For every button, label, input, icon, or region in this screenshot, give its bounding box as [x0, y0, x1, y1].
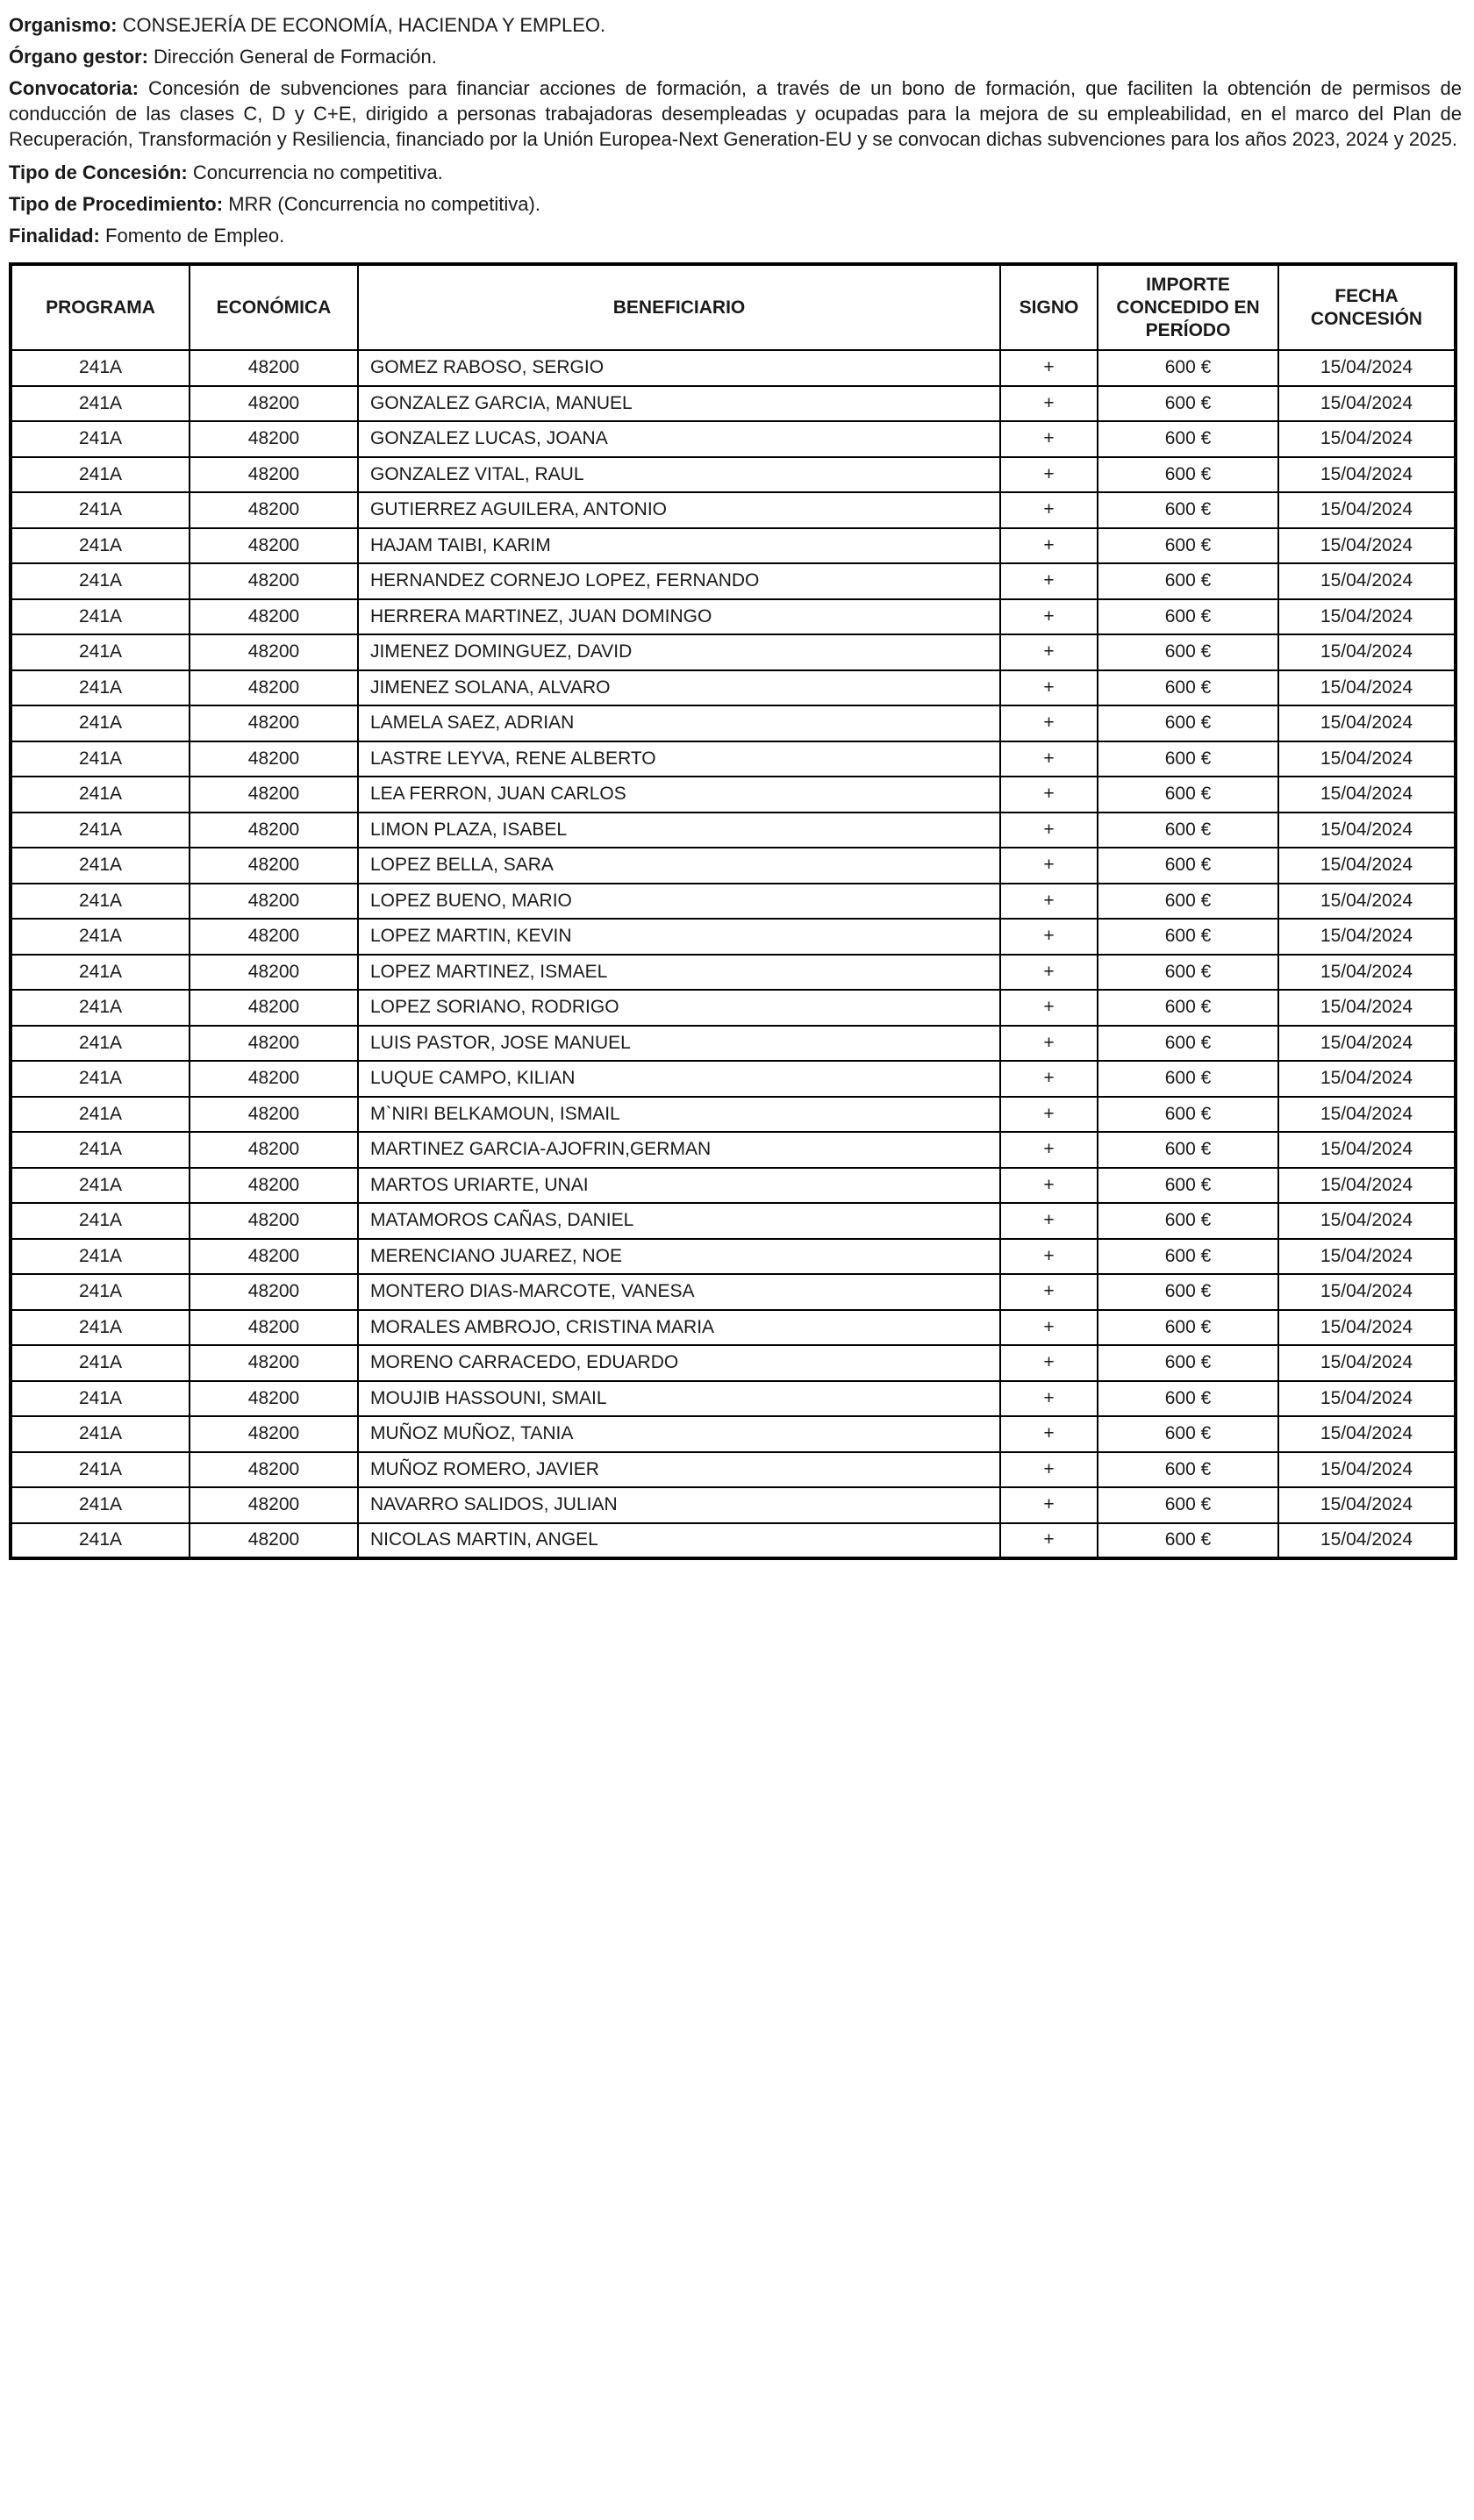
cell-programa: 241A: [11, 741, 190, 777]
cell-signo: +: [1000, 884, 1098, 920]
cell-programa: 241A: [11, 350, 190, 386]
cell-fecha: 15/04/2024: [1278, 1132, 1456, 1168]
column-header-fecha: FECHA CONCESIÓN: [1278, 264, 1456, 350]
cell-signo: +: [1000, 386, 1098, 422]
cell-fecha: 15/04/2024: [1278, 1061, 1456, 1097]
cell-signo: +: [1000, 1097, 1098, 1133]
field-convocatoria-text: Concesión de subvenciones para financiar acciones de formación, a través de un bono de formación, que faciliten la obtención de permisos de conducción de las clases C, D y C+E, dirigido a personas trabajadoras desempleadas y ocupadas para la mejora de su empleabilidad, en el marco del Plan de Recuperación, Transformación y Resiliencia, financiado por la Unión Europea-Next Generation-EU y se convocan dichas subvenciones para los años 2023, 2024 y 2025.: [9, 77, 1462, 150]
cell-importe: 600 €: [1098, 1239, 1278, 1275]
table-row: [11, 350, 1456, 386]
cell-beneficiario: NICOLAS MARTIN, ANGEL: [358, 1523, 1000, 1559]
cell-beneficiario: LOPEZ SORIANO, RODRIGO: [358, 990, 1000, 1026]
cell-economica: 48200: [190, 1274, 358, 1310]
field-convocatoria-label: Convocatoria:: [9, 77, 139, 99]
table-row: [11, 1026, 1456, 1062]
cell-signo: +: [1000, 670, 1098, 706]
cell-economica: 48200: [190, 1310, 358, 1346]
cell-beneficiario: MARTINEZ GARCIA-AJOFRIN,GERMAN: [358, 1132, 1000, 1168]
cell-fecha: 15/04/2024: [1278, 634, 1456, 670]
cell-importe: 600 €: [1098, 1168, 1278, 1204]
cell-economica: 48200: [190, 492, 358, 528]
cell-economica: 48200: [190, 1203, 358, 1239]
cell-programa: 241A: [11, 1061, 190, 1097]
cell-economica: 48200: [190, 1487, 358, 1523]
cell-fecha: 15/04/2024: [1278, 386, 1456, 422]
cell-economica: 48200: [190, 1097, 358, 1133]
cell-signo: +: [1000, 1345, 1098, 1381]
cell-signo: +: [1000, 492, 1098, 528]
table-row: [11, 1239, 1456, 1275]
cell-beneficiario: MOUJIB HASSOUNI, SMAIL: [358, 1381, 1000, 1417]
cell-fecha: 15/04/2024: [1278, 705, 1456, 741]
cell-signo: +: [1000, 705, 1098, 741]
cell-beneficiario: MORALES AMBROJO, CRISTINA MARIA: [358, 1310, 1000, 1346]
cell-fecha: 15/04/2024: [1278, 884, 1456, 920]
cell-economica: 48200: [190, 528, 358, 564]
cell-economica: 48200: [190, 1416, 358, 1452]
cell-programa: 241A: [11, 1274, 190, 1310]
table-row: [11, 919, 1456, 955]
cell-importe: 600 €: [1098, 421, 1278, 457]
cell-programa: 241A: [11, 1381, 190, 1417]
cell-beneficiario: MUÑOZ MUÑOZ, TANIA: [358, 1416, 1000, 1452]
cell-fecha: 15/04/2024: [1278, 990, 1456, 1026]
cell-beneficiario: HERRERA MARTINEZ, JUAN DOMINGO: [358, 599, 1000, 635]
cell-economica: 48200: [190, 350, 358, 386]
cell-economica: 48200: [190, 1239, 358, 1275]
field-tipo-procedimiento-label: Tipo de Procedimiento:: [9, 193, 224, 215]
cell-programa: 241A: [11, 990, 190, 1026]
cell-economica: 48200: [190, 955, 358, 991]
cell-fecha: 15/04/2024: [1278, 1523, 1456, 1559]
table-row: [11, 599, 1456, 635]
field-convocatoria: [9, 75, 1462, 152]
cell-importe: 600 €: [1098, 705, 1278, 741]
column-header-economica: ECONÓMICA: [190, 264, 358, 350]
cell-signo: +: [1000, 421, 1098, 457]
cell-programa: 241A: [11, 386, 190, 422]
cell-fecha: 15/04/2024: [1278, 1381, 1456, 1417]
cell-fecha: 15/04/2024: [1278, 1203, 1456, 1239]
table-row: [11, 1132, 1456, 1168]
cell-importe: 600 €: [1098, 599, 1278, 635]
cell-signo: +: [1000, 350, 1098, 386]
cell-beneficiario: GOMEZ RABOSO, SERGIO: [358, 350, 1000, 386]
cell-economica: 48200: [190, 1132, 358, 1168]
cell-economica: 48200: [190, 1345, 358, 1381]
cell-importe: 600 €: [1098, 1310, 1278, 1346]
table-row: [11, 955, 1456, 991]
cell-beneficiario: M`NIRI BELKAMOUN, ISMAIL: [358, 1097, 1000, 1133]
table-row: [11, 1345, 1456, 1381]
cell-programa: 241A: [11, 599, 190, 635]
cell-programa: 241A: [11, 563, 190, 599]
cell-signo: +: [1000, 990, 1098, 1026]
cell-programa: 241A: [11, 670, 190, 706]
cell-beneficiario: JIMENEZ DOMINGUEZ, DAVID: [358, 634, 1000, 670]
field-finalidad-text: Fomento de Empleo.: [105, 225, 285, 247]
cell-fecha: 15/04/2024: [1278, 1310, 1456, 1346]
table-row: [11, 1416, 1456, 1452]
cell-economica: 48200: [190, 670, 358, 706]
table-row: [11, 563, 1456, 599]
cell-economica: 48200: [190, 421, 358, 457]
cell-beneficiario: LOPEZ BELLA, SARA: [358, 848, 1000, 884]
cell-beneficiario: MATAMOROS CAÑAS, DANIEL: [358, 1203, 1000, 1239]
cell-beneficiario: LIMON PLAZA, ISABEL: [358, 813, 1000, 848]
cell-programa: 241A: [11, 777, 190, 813]
field-organo-gestor-label: Órgano gestor:: [9, 46, 148, 68]
table-row: [11, 1523, 1456, 1559]
cell-signo: +: [1000, 848, 1098, 884]
table-row: [11, 1452, 1456, 1488]
cell-importe: 600 €: [1098, 457, 1278, 493]
grants-table: [9, 262, 1457, 1560]
cell-beneficiario: JIMENEZ SOLANA, ALVARO: [358, 670, 1000, 706]
cell-economica: 48200: [190, 705, 358, 741]
cell-fecha: 15/04/2024: [1278, 1274, 1456, 1310]
cell-economica: 48200: [190, 563, 358, 599]
cell-importe: 600 €: [1098, 1523, 1278, 1559]
table-row: [11, 1274, 1456, 1310]
cell-programa: 241A: [11, 1452, 190, 1488]
table-row: [11, 741, 1456, 777]
cell-economica: 48200: [190, 386, 358, 422]
cell-fecha: 15/04/2024: [1278, 1168, 1456, 1204]
field-tipo-concesion-text: Concurrencia no competitiva.: [192, 161, 443, 183]
cell-importe: 600 €: [1098, 777, 1278, 813]
cell-signo: +: [1000, 599, 1098, 635]
table-row: [11, 990, 1456, 1026]
cell-fecha: 15/04/2024: [1278, 777, 1456, 813]
table-row: [11, 1381, 1456, 1417]
cell-programa: 241A: [11, 492, 190, 528]
cell-beneficiario: MORENO CARRACEDO, EDUARDO: [358, 1345, 1000, 1381]
cell-programa: 241A: [11, 1416, 190, 1452]
cell-fecha: 15/04/2024: [1278, 599, 1456, 635]
table-row: [11, 386, 1456, 422]
field-organo-gestor: [9, 44, 1462, 69]
cell-signo: +: [1000, 919, 1098, 955]
table-row: [11, 884, 1456, 920]
cell-importe: 600 €: [1098, 1026, 1278, 1062]
cell-economica: 48200: [190, 634, 358, 670]
cell-beneficiario: GONZALEZ LUCAS, JOANA: [358, 421, 1000, 457]
cell-signo: +: [1000, 1132, 1098, 1168]
cell-economica: 48200: [190, 919, 358, 955]
cell-signo: +: [1000, 1168, 1098, 1204]
cell-importe: 600 €: [1098, 884, 1278, 920]
cell-economica: 48200: [190, 777, 358, 813]
cell-programa: 241A: [11, 1132, 190, 1168]
cell-signo: +: [1000, 1310, 1098, 1346]
cell-fecha: 15/04/2024: [1278, 350, 1456, 386]
cell-beneficiario: GONZALEZ VITAL, RAUL: [358, 457, 1000, 493]
cell-importe: 600 €: [1098, 670, 1278, 706]
cell-beneficiario: LOPEZ BUENO, MARIO: [358, 884, 1000, 920]
table-row: [11, 777, 1456, 813]
cell-economica: 48200: [190, 848, 358, 884]
cell-economica: 48200: [190, 1168, 358, 1204]
grants-table-head: [11, 264, 1456, 350]
cell-signo: +: [1000, 741, 1098, 777]
cell-signo: +: [1000, 528, 1098, 564]
field-tipo-procedimiento: [9, 191, 1462, 217]
cell-programa: 241A: [11, 634, 190, 670]
cell-beneficiario: LEA FERRON, JUAN CARLOS: [358, 777, 1000, 813]
cell-beneficiario: LOPEZ MARTIN, KEVIN: [358, 919, 1000, 955]
cell-beneficiario: HAJAM TAIBI, KARIM: [358, 528, 1000, 564]
table-row: [11, 421, 1456, 457]
cell-economica: 48200: [190, 457, 358, 493]
field-tipo-procedimiento-text: MRR (Concurrencia no competitiva).: [228, 193, 540, 215]
cell-fecha: 15/04/2024: [1278, 1416, 1456, 1452]
cell-programa: 241A: [11, 421, 190, 457]
cell-importe: 600 €: [1098, 1416, 1278, 1452]
cell-programa: 241A: [11, 1203, 190, 1239]
cell-importe: 600 €: [1098, 919, 1278, 955]
cell-beneficiario: HERNANDEZ CORNEJO LOPEZ, FERNANDO: [358, 563, 1000, 599]
cell-fecha: 15/04/2024: [1278, 492, 1456, 528]
cell-signo: +: [1000, 634, 1098, 670]
cell-importe: 600 €: [1098, 1132, 1278, 1168]
cell-beneficiario: MONTERO DIAS-MARCOTE, VANESA: [358, 1274, 1000, 1310]
cell-beneficiario: LUIS PASTOR, JOSE MANUEL: [358, 1026, 1000, 1062]
field-organismo: [9, 12, 1462, 38]
cell-signo: +: [1000, 1203, 1098, 1239]
cell-economica: 48200: [190, 741, 358, 777]
cell-economica: 48200: [190, 599, 358, 635]
cell-fecha: 15/04/2024: [1278, 421, 1456, 457]
cell-signo: +: [1000, 1452, 1098, 1488]
cell-importe: 600 €: [1098, 848, 1278, 884]
cell-programa: 241A: [11, 1239, 190, 1275]
table-row: [11, 1310, 1456, 1346]
cell-economica: 48200: [190, 884, 358, 920]
cell-importe: 600 €: [1098, 1452, 1278, 1488]
cell-importe: 600 €: [1098, 492, 1278, 528]
cell-importe: 600 €: [1098, 563, 1278, 599]
table-row: [11, 1097, 1456, 1133]
cell-signo: +: [1000, 1061, 1098, 1097]
cell-fecha: 15/04/2024: [1278, 563, 1456, 599]
cell-programa: 241A: [11, 705, 190, 741]
field-finalidad: [9, 223, 1462, 248]
cell-importe: 600 €: [1098, 528, 1278, 564]
cell-fecha: 15/04/2024: [1278, 955, 1456, 991]
grants-table-body: [11, 350, 1456, 1558]
cell-programa: 241A: [11, 955, 190, 991]
cell-signo: +: [1000, 1381, 1098, 1417]
cell-importe: 600 €: [1098, 1203, 1278, 1239]
cell-beneficiario: MERENCIANO JUAREZ, NOE: [358, 1239, 1000, 1275]
cell-beneficiario: GONZALEZ GARCIA, MANUEL: [358, 386, 1000, 422]
cell-programa: 241A: [11, 1097, 190, 1133]
cell-importe: 600 €: [1098, 813, 1278, 848]
cell-beneficiario: LAMELA SAEZ, ADRIAN: [358, 705, 1000, 741]
cell-importe: 600 €: [1098, 386, 1278, 422]
cell-fecha: 15/04/2024: [1278, 741, 1456, 777]
cell-programa: 241A: [11, 1168, 190, 1204]
cell-signo: +: [1000, 1523, 1098, 1559]
table-row: [11, 1168, 1456, 1204]
table-row: [11, 457, 1456, 493]
cell-programa: 241A: [11, 528, 190, 564]
cell-programa: 241A: [11, 919, 190, 955]
cell-beneficiario: MARTOS URIARTE, UNAI: [358, 1168, 1000, 1204]
cell-importe: 600 €: [1098, 1274, 1278, 1310]
cell-signo: +: [1000, 1239, 1098, 1275]
cell-fecha: 15/04/2024: [1278, 848, 1456, 884]
cell-importe: 600 €: [1098, 741, 1278, 777]
field-finalidad-label: Finalidad:: [9, 225, 100, 247]
cell-economica: 48200: [190, 1026, 358, 1062]
cell-economica: 48200: [190, 813, 358, 848]
table-row: [11, 705, 1456, 741]
cell-fecha: 15/04/2024: [1278, 1487, 1456, 1523]
cell-fecha: 15/04/2024: [1278, 670, 1456, 706]
cell-programa: 241A: [11, 1523, 190, 1559]
cell-economica: 48200: [190, 1061, 358, 1097]
cell-fecha: 15/04/2024: [1278, 1097, 1456, 1133]
cell-signo: +: [1000, 457, 1098, 493]
cell-programa: 241A: [11, 457, 190, 493]
cell-signo: +: [1000, 1487, 1098, 1523]
cell-beneficiario: LOPEZ MARTINEZ, ISMAEL: [358, 955, 1000, 991]
cell-fecha: 15/04/2024: [1278, 528, 1456, 564]
cell-signo: +: [1000, 813, 1098, 848]
cell-importe: 600 €: [1098, 1097, 1278, 1133]
cell-economica: 48200: [190, 1523, 358, 1559]
cell-importe: 600 €: [1098, 1381, 1278, 1417]
cell-fecha: 15/04/2024: [1278, 1026, 1456, 1062]
column-header-importe: IMPORTE CONCEDIDO EN PERÍODO: [1098, 264, 1278, 350]
field-tipo-concesion-label: Tipo de Concesión:: [9, 161, 188, 183]
cell-programa: 241A: [11, 848, 190, 884]
table-row: [11, 813, 1456, 848]
field-organismo-text: CONSEJERÍA DE ECONOMÍA, HACIENDA Y EMPLEO.: [122, 14, 606, 36]
cell-signo: +: [1000, 1274, 1098, 1310]
column-header-programa: PROGRAMA: [11, 264, 190, 350]
cell-signo: +: [1000, 563, 1098, 599]
cell-programa: 241A: [11, 813, 190, 848]
cell-importe: 600 €: [1098, 1487, 1278, 1523]
cell-programa: 241A: [11, 1487, 190, 1523]
field-tipo-concesion: [9, 160, 1462, 185]
cell-importe: 600 €: [1098, 1061, 1278, 1097]
table-row: [11, 1203, 1456, 1239]
table-row: [11, 670, 1456, 706]
cell-fecha: 15/04/2024: [1278, 813, 1456, 848]
cell-fecha: 15/04/2024: [1278, 1345, 1456, 1381]
cell-signo: +: [1000, 955, 1098, 991]
table-row: [11, 634, 1456, 670]
cell-programa: 241A: [11, 1026, 190, 1062]
cell-fecha: 15/04/2024: [1278, 457, 1456, 493]
cell-importe: 600 €: [1098, 634, 1278, 670]
field-organo-gestor-text: Dirección General de Formación.: [154, 46, 437, 68]
cell-economica: 48200: [190, 990, 358, 1026]
field-organismo-label: Organismo:: [9, 14, 118, 36]
cell-fecha: 15/04/2024: [1278, 1452, 1456, 1488]
cell-economica: 48200: [190, 1381, 358, 1417]
column-header-beneficiario: BENEFICIARIO: [358, 264, 1000, 350]
cell-programa: 241A: [11, 1310, 190, 1346]
table-row: [11, 1487, 1456, 1523]
cell-programa: 241A: [11, 1345, 190, 1381]
header-row: [11, 264, 1456, 350]
table-row: [11, 1061, 1456, 1097]
table-row: [11, 528, 1456, 564]
cell-signo: +: [1000, 777, 1098, 813]
cell-importe: 600 €: [1098, 350, 1278, 386]
cell-signo: +: [1000, 1026, 1098, 1062]
cell-beneficiario: GUTIERREZ AGUILERA, ANTONIO: [358, 492, 1000, 528]
cell-beneficiario: LASTRE LEYVA, RENE ALBERTO: [358, 741, 1000, 777]
cell-beneficiario: NAVARRO SALIDOS, JULIAN: [358, 1487, 1000, 1523]
column-header-signo: SIGNO: [1000, 264, 1098, 350]
cell-fecha: 15/04/2024: [1278, 1239, 1456, 1275]
cell-beneficiario: LUQUE CAMPO, KILIAN: [358, 1061, 1000, 1097]
cell-importe: 600 €: [1098, 955, 1278, 991]
cell-beneficiario: MUÑOZ ROMERO, JAVIER: [358, 1452, 1000, 1488]
cell-signo: +: [1000, 1416, 1098, 1452]
cell-importe: 600 €: [1098, 990, 1278, 1026]
cell-economica: 48200: [190, 1452, 358, 1488]
table-row: [11, 848, 1456, 884]
table-row: [11, 492, 1456, 528]
cell-programa: 241A: [11, 884, 190, 920]
cell-importe: 600 €: [1098, 1345, 1278, 1381]
cell-fecha: 15/04/2024: [1278, 919, 1456, 955]
document-header: [9, 12, 1462, 248]
